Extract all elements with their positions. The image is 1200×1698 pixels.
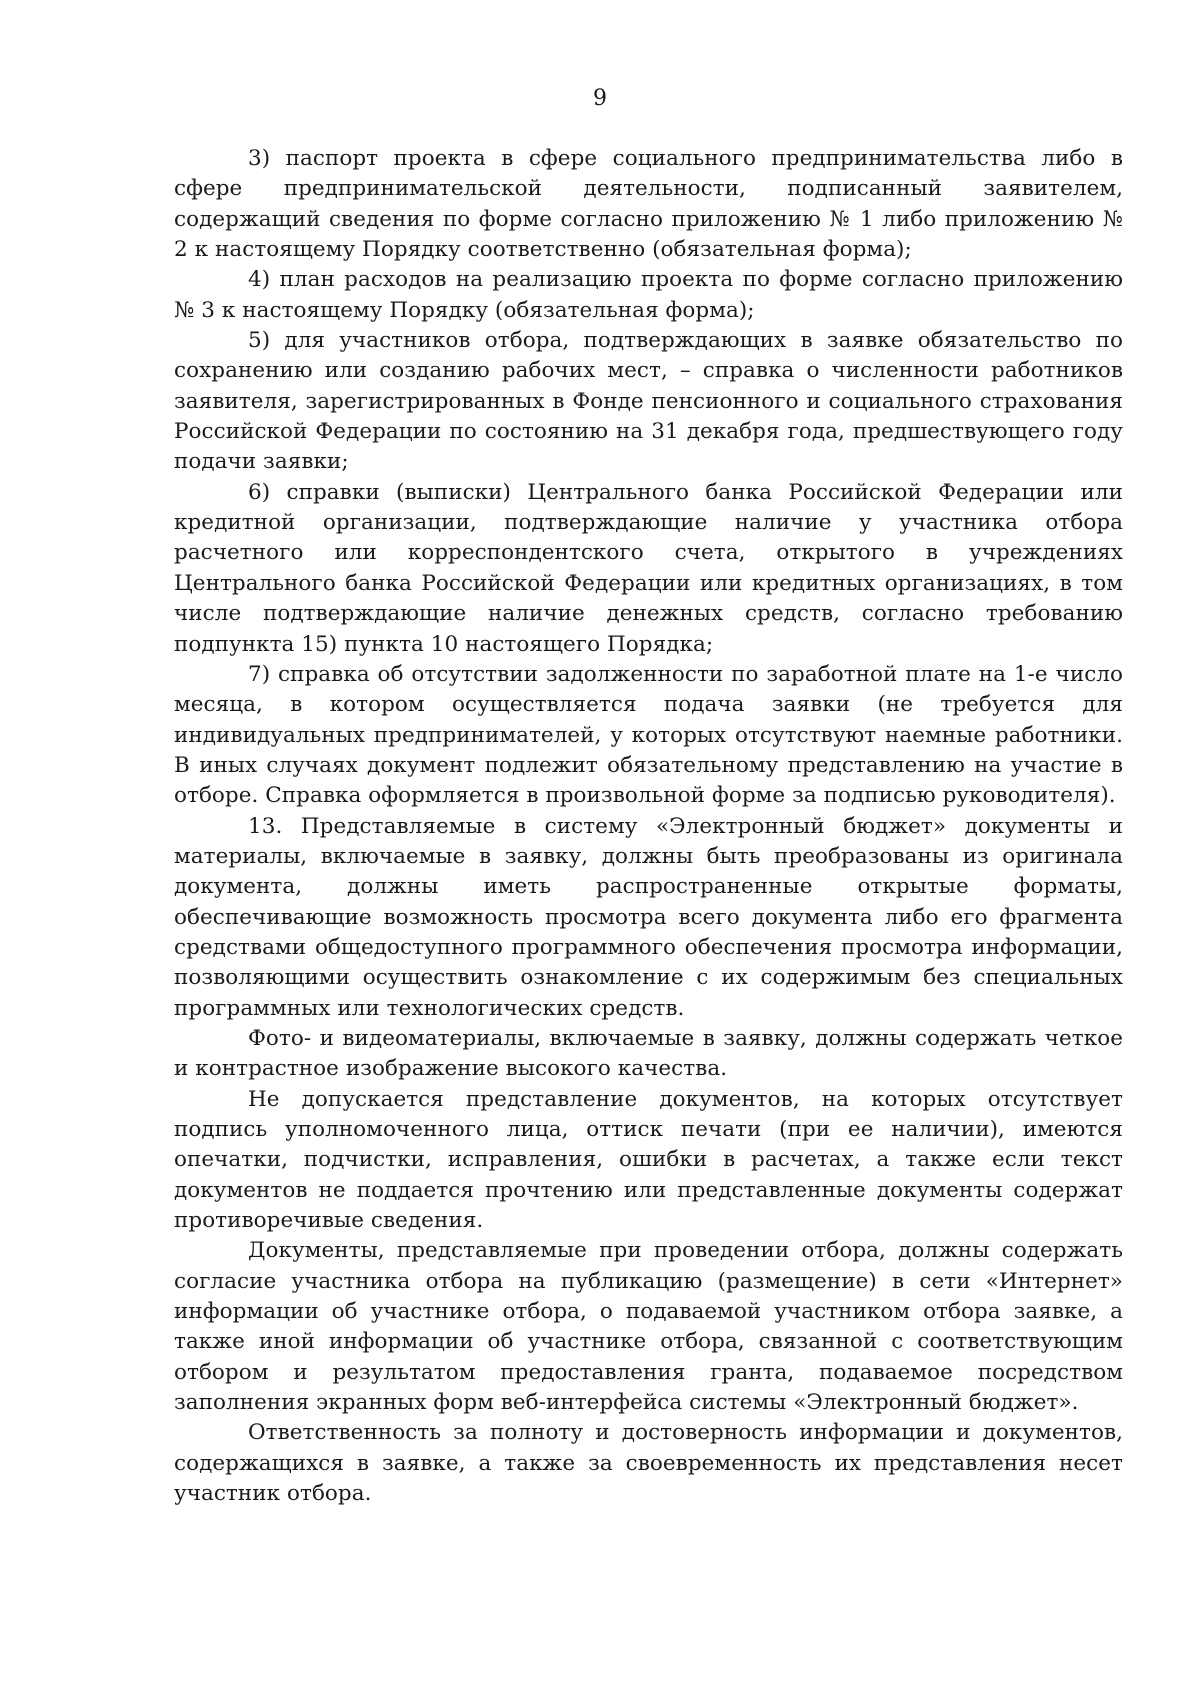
paragraph-item-6-bank-statements: 6) справки (выписки) Центрального банка Российской Федерации или кредитной организации, подтверждающие наличие у участника отбора расчетного или корреспондентского счета, открытого в учреждениях Центрального банка Российской Федерации или кредитных организациях, в том числе подтверждающие наличие денежных средств, согласно требованию подпункта 15) пункта 10 настоящего Порядка; (174, 479, 1123, 657)
page-number: 9 (593, 86, 607, 111)
paragraph-clause-13: 13. Представляемые в систему «Электронный бюджет» документы и материалы, включаемые в заявку, должны быть преобразованы из оригинала документа, должны иметь распространенные открытые форматы, обеспечивающие возможность просмотра всего документа либо его фрагмента средствами общедоступного программного обеспечения просмотра информации, позволяющими осуществить ознакомление с их содержимым без специальных программных или технологических средств. (174, 813, 1123, 1021)
paragraph-item-4-expense-plan: 4) план расходов на реализацию проекта по форме согласно приложению № 3 к настоящему Порядку (обязательная форма); (174, 267, 1123, 323)
paragraph-item-3-passport: 3) паспорт проекта в сфере социального предпринимательства либо в сфере предпринимательской деятельности, подписанный заявителем, содержащий сведения по форме согласно приложению № 1 либо приложению № 2 к настоящему Порядку соответственно (обязательная форма); (174, 146, 1123, 263)
paragraph-not-allowed: Не допускается представление документов, на которых отсутствует подпись уполномоченного лица, оттиск печати (при ее наличии), имеются опечатки, подчистки, исправления, ошибки в расчетах, а также если текст документов не поддается прочтению или представленные документы содержат противоречивые сведения. (174, 1086, 1123, 1234)
paragraph-consent: Документы, представляемые при проведении отбора, должны содержать согласие участника отбора на публикацию (размещение) в сети «Интернет» информации об участнике отбора, о подаваемой участником отбора заявке, а также иной информации об участнике отбора, связанной с соответствующим отбором и результатом предоставления гранта, подаваемое посредством заполнения экранных форм веб-интерфейса системы «Электронный бюджет». (174, 1238, 1123, 1416)
paragraph-photo-video: Фото- и видеоматериалы, включаемые в заявку, должны содержать четкое и контрастное изображение высокого качества. (174, 1025, 1123, 1082)
paragraph-item-5-employee-count: 5) для участников отбора, подтверждающих в заявке обязательство по сохранению или созданию рабочих мест, – справка о численности работников заявителя, зарегистрированных в Фонде пенсионного и социального страхования Российской Федерации по состоянию на 31 декабря года, предшествующего году подачи заявки; (174, 328, 1123, 475)
document-body (174, 144, 1123, 1509)
paragraph-item-7-salary-debt: 7) справка об отсутствии задолженности по заработной плате на 1-е число месяца, в котором осуществляется подача заявки (не требуется для индивидуальных предпринимателей, у которых отсутствуют наемные работники. В иных случаях документ подлежит обязательному представлению на участие в отборе. Справка оформляется в произвольной форме за подписью руководителя). (174, 661, 1123, 809)
paragraph-responsibility: Ответственность за полноту и достоверность информации и документов, содержащихся в заявке, а также за своевременность их представления несет участник отбора. (174, 1420, 1123, 1507)
